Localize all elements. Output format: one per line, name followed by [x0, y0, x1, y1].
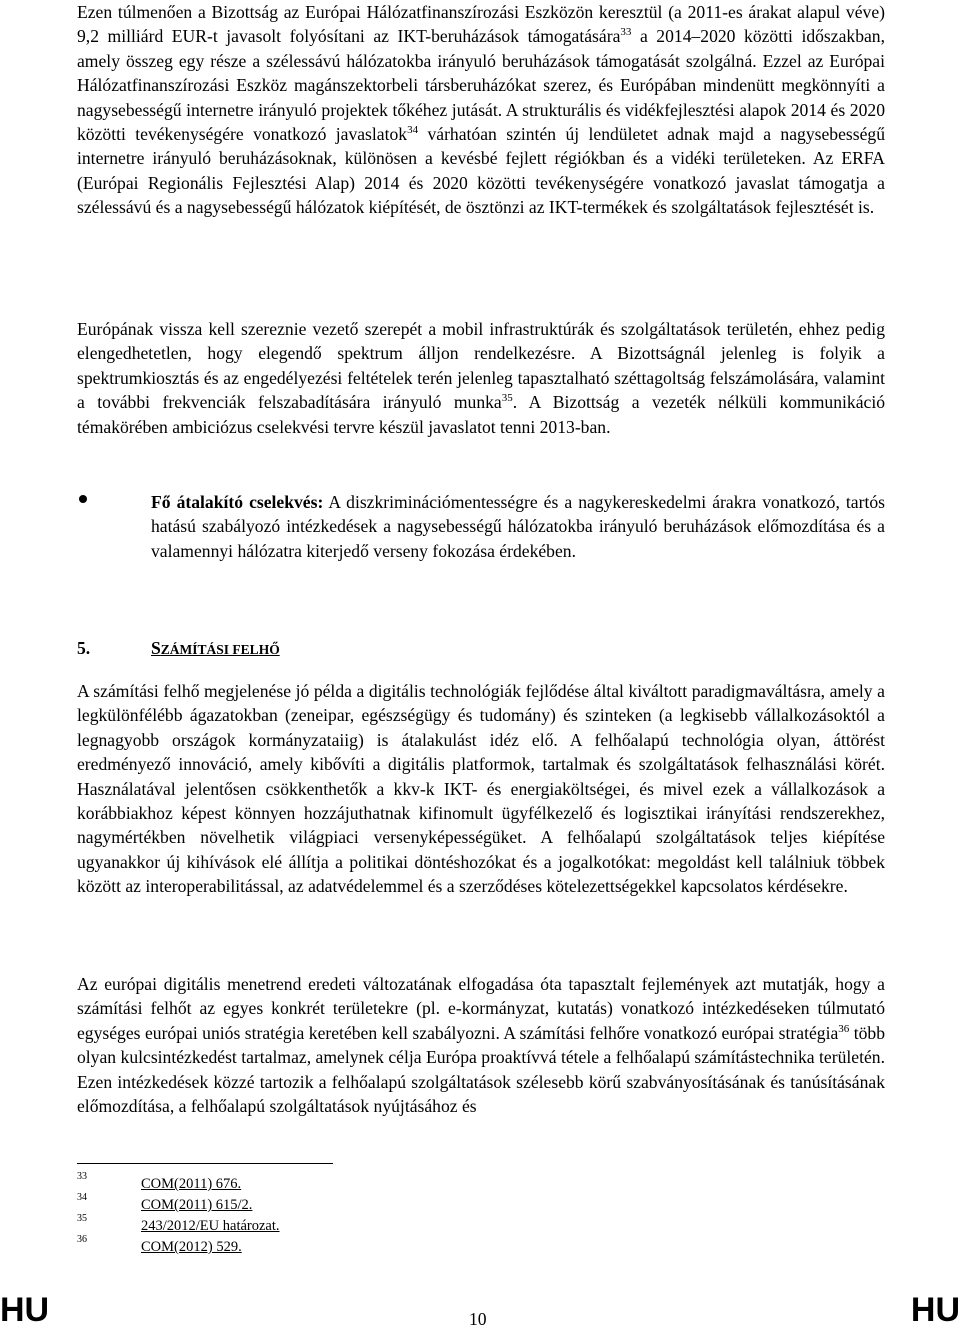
section-title-rest: ZÁMÍTÁSI FELHŐ — [160, 642, 280, 657]
footnote — [77, 1171, 677, 1194]
section-number: 5. — [77, 638, 91, 658]
page-number: 10 — [469, 1309, 487, 1329]
footnote-link[interactable]: 243/2012/EU határozat. — [141, 1218, 280, 1234]
language-code-right: HU — [910, 1291, 960, 1329]
section-title — [151, 636, 280, 662]
footnote-number: 35 — [77, 1213, 87, 1224]
footnote-ref-35[interactable]: 35 — [501, 392, 513, 405]
bullet-text — [151, 490, 885, 563]
paragraph-text: a 2014–2020 közötti időszakban, amely összeg egy része a szélessávú hálózatokba irányuló beruházások támogatását szolgálná. Ezzel az Európai Hálózatfinanszírozási Eszköz magánszektorbeli társberuházókat szerez, és Európában mindenütt megkönnyíti a nagysebességű internetre irányuló projektek tőkéhez jutását. A strukturális és vidékfejlesztési alapok 2014 és 2020 közötti tevékenységére vonatkozó javaslatok — [77, 26, 885, 145]
paragraph-text: várhatóan szintén új lendületet adnak majd a nagysebességű internetre irányuló beruházásoknak, különösen a kevésbé fejlett régiókban és a vidéki területeken. Az ERFA (Európai Regionális Fejlesztési Alap) 2014 és 2020 közötti tevékenységére vonatkozó javaslat támogatja a szélessávú és a nagysebességű hálózatok kiépítését, de ösztönzi az IKT-termékek és szolgáltatások fejlesztését is. — [77, 124, 885, 218]
paragraph-text: Ezen túlmenően a Bizottság az Európai Hálózatfinanszírozási Eszközön keresztül (a 2011-es árakat alapul véve) 9,2 milliárd EUR-t javasolt folyósítani az IKT-beruházások támogatására — [77, 2, 885, 47]
footnote-link[interactable]: COM(2011) 615/2. — [141, 1197, 253, 1213]
section-title-initial: S — [151, 638, 161, 658]
paragraph-text: Európának vissza kell szereznie vezető szerepét a mobil infrastruktúrák és szolgáltatások területén, ehhez pedig elengedhetetlen, hogy elegendő spektrum álljon rendelkezésre. A Bizottságnál jelenleg is folyik a spektrumkiosztás és az engedélyezési feltételek terén jelenleg tapasztalható széttagoltság felszámolására, valamint a további frekvenciák felszabadítására irányuló munka — [77, 319, 885, 413]
footnote-link[interactable]: COM(2011) 676. — [141, 1176, 242, 1192]
paragraph-text: . A Bizottság a vezeték nélküli kommunikáció témakörében ambiciózus cselekvési tervre készül javaslatot tenni 2013-ban. — [77, 392, 886, 437]
paragraph-cloud-strategy — [77, 972, 885, 1118]
footnote — [77, 1234, 677, 1257]
footnote-ref-36[interactable]: 36 — [838, 1022, 850, 1035]
bullet-body: A diszkriminációmentességre és a nagykereskedelmi árakra vonatkozó, tartós hatású szabályozó intézkedések a nagysebességű hálózatokba irányuló beruházások előmozdítása és a valamennyi hálózatra kiterjedő verseny fokozása érdekében. — [151, 492, 885, 561]
footnote-ref-33[interactable]: 33 — [620, 26, 632, 39]
bullet-lead: Fő átalakító cselekvés: — [151, 492, 324, 512]
paragraph-funding — [77, 0, 885, 220]
footnote-link[interactable]: COM(2012) 529. — [141, 1239, 242, 1255]
paragraph-text: több olyan kulcsintézkedést tartalmaz, amelynek célja Európa proaktívvá tétele a felhőalapú számítástechnika területén. Ezen intézkedések közzé tartozik a felhőalapú szolgáltatások szélesebb körű szabványosításának és tanúsításának előmozdítása, a felhőalapú szolgáltatások nyújtásához és — [77, 1022, 885, 1117]
paragraph-spectrum — [77, 317, 885, 439]
footnote-number: 34 — [77, 1192, 87, 1203]
paragraph-cloud-intro: A számítási felhő megjelenése jó példa a digitális technológiák fejlődése által kiváltott paradigmaváltásra, amely a legkülönfélébb ágazatokban (zeneipar, egészségügy és tudomány) és szinteken (a legkisebb vállalkozásoktól a legnagyobb országok kormányzataiig) is átalakulást idéz elő. A felhőalapú technológia olyan, áttörést eredményező innováció, amely kibővíti a digitális platformok, tartalmak és szolgáltatások felhasználási körét. Használatával jelentősen csökkenthetők a kkv-k IKT- és energiaköltségei, és mivel ezek a vállalkozások a korábbiakhoz képest könnyen hozzájuthatnak kifinomult ügyfélkezelő és logisztikai irányítási rendszerekhez, nagymértékben növelhetik világpiaci versenyképességüket. A felhőalapú szolgáltatások teljes kiépítése ugyanakkor új kihívások elé állítja a politikai döntéshozókat és a jogalkotókat: megoldást kell találniuk többek között az interoperabilitással, az adatvédelemmel és a szerződéses kötelezettségekkel kapcsolatos kérdésekre. — [77, 681, 885, 897]
footnote-number: 36 — [77, 1234, 87, 1245]
footnote — [77, 1192, 677, 1215]
footnote-number: 33 — [77, 1171, 87, 1182]
footnote — [77, 1213, 677, 1236]
language-code-left: HU — [0, 1291, 50, 1329]
footnote-separator — [77, 1163, 333, 1164]
footnote-ref-34[interactable]: 34 — [407, 124, 419, 137]
bullet-icon — [79, 495, 87, 503]
paragraph-text: Az európai digitális menetrend eredeti változatának elfogadása óta tapasztalt fejlemények azt mutatják, hogy a számítási felhőt az egyes konkrét területekre (pl. e-kormányzat, kutatás) vonatkozó intézkedéseken túlmutató egységes európai uniós stratégia keretében kell szabályozni. A számítási felhőre vonatkozó európai stratégia — [77, 974, 885, 1043]
